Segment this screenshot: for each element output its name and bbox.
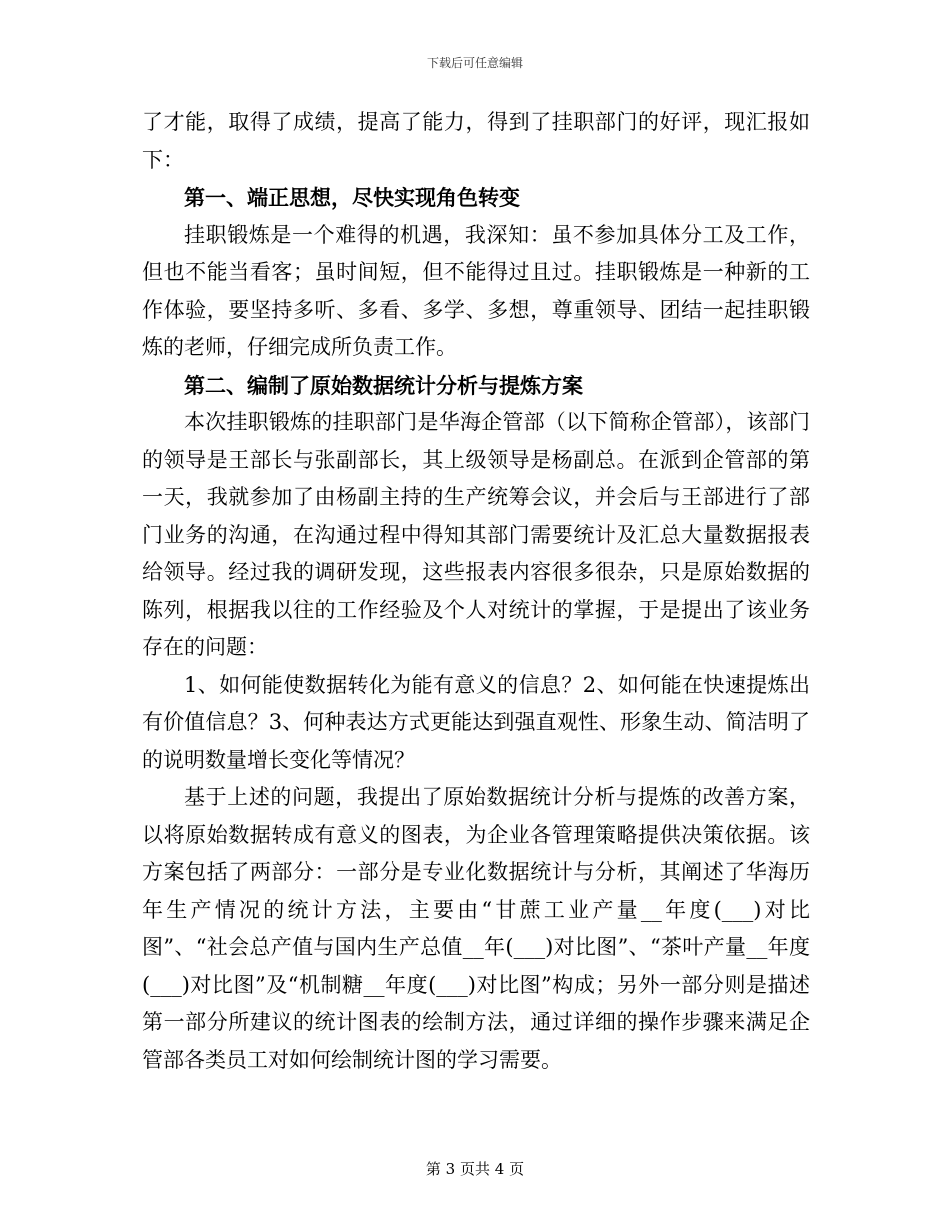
- section-heading-2: 第二、编制了原始数据统计分析与提炼方案: [184, 372, 583, 398]
- document-body: [142, 104, 810, 1079]
- paragraph-questions: 1、如何能使数据转化为能有意义的信息？2、如何能在快速提炼出有价值信息？3、何种表达方式更能达到强直观性、形象生动、简洁明了的说明数量增长变化等情况？: [142, 672, 810, 772]
- paragraph-proposal: 基于上述的问题，我提出了原始数据统计分析与提炼的改善方案，以将原始数据转成有意义的图表，为企业各管理策略提供决策依据。该方案包括了两部分：一部分是专业化数据统计与分析，其阐述了华海历年生产情况的统计方法，主要由“甘蔗工业产量__年度(___)对比图”、“社会总产值与国内生产总值__年(___)对比图”、“茶叶产量__年度(___)对比图”及“机制糖__年度(___)对比图”构成；另外一部分则是描述第一部分所建议的统计图表的绘制方法，通过详细的操作步骤来满足企管部各类员工对如何绘制统计图的学习需要。: [142, 785, 810, 1072]
- page-number: 第 3 页共 4 页: [425, 1160, 525, 1178]
- paragraph-role-change: 挂职锻炼是一个难得的机遇，我深知：虽不参加具体分工及工作，但也不能当看客；虽时间短，但不能得过且过。挂职锻炼是一种新的工作体验，要坚持多听、多看、多学、多想，尊重领导、团结一起挂职锻炼的老师，仔细完成所负责工作。: [142, 222, 810, 359]
- paragraph-continuation: 了才能，取得了成绩，提高了能力，得到了挂职部门的好评，现汇报如下：: [142, 110, 810, 172]
- paragraph-department-intro: 本次挂职锻炼的挂职部门是华海企管部（以下简称企管部），该部门的领导是王部长与张副部长，其上级领导是杨副总。在派到企管部的第一天，我就参加了由杨副主持的生产统筹会议，并会后与王部进行了部门业务的沟通，在沟通过程中得知其部门需要统计及汇总大量数据报表给领导。经过我的调研发现，这些报表内容很多很杂，只是原始数据的陈列，根据我以往的工作经验及个人对统计的掌握，于是提出了该业务存在的问题：: [142, 410, 810, 659]
- page-header: 下载后可任意编辑: [426, 56, 523, 70]
- section-heading-1: 第一、端正思想，尽快实现角色转变: [184, 185, 520, 210]
